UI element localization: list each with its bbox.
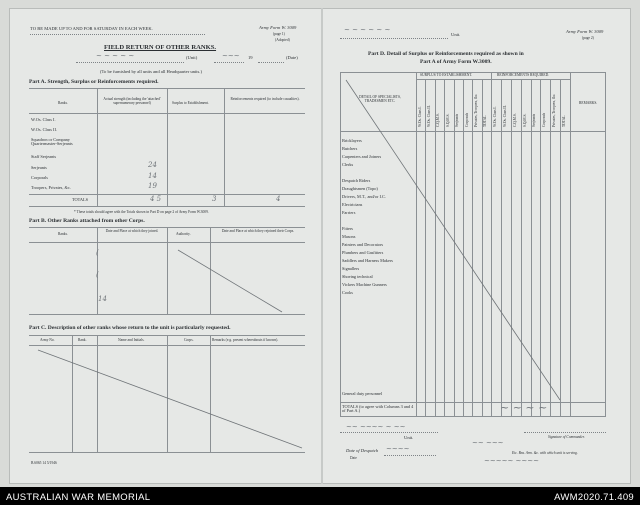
part-b-col-authority: Authority. (176, 232, 191, 236)
handwritten-dispatch: ~~~~ (386, 445, 410, 453)
handwritten-serjeants: 24 (148, 161, 157, 169)
part-d-title-2: Part A of Army Form W.3009. (420, 59, 492, 65)
trade-row: Shoeing technical (342, 274, 373, 279)
totals-row-right: TOTALS (to agree with Columns 3 and 4 of Part A.) (342, 404, 414, 414)
part-d-strike (346, 80, 560, 400)
row-wo-class-2: W.Os. Class II. (31, 127, 57, 132)
row-staff-serjeants: Staff Serjeants (31, 154, 57, 159)
handwritten-surplus: 3 (212, 195, 217, 203)
handwritten-unit: ~ ~ ~ ~ ~ (96, 52, 135, 60)
handwritten-unit-bottom: ~~ ~~~~ ~ ~~ (346, 423, 406, 431)
handwritten-privates: 19 (148, 182, 157, 190)
trade-row: Despatch Riders (342, 178, 371, 183)
footer-bar (0, 487, 640, 505)
form-number: Army Form W. 3009 (259, 25, 297, 30)
handwritten-distribution-2: ~~~~~ ~~~~ (484, 457, 540, 465)
subcol-surplus-label: C.Q.M.S. (436, 113, 440, 127)
trade-row: Farriers (342, 210, 356, 215)
subcol-surplus-label: W.Os. Class II. (427, 105, 431, 127)
part-c-col-army-no: Army No. (40, 338, 55, 342)
subcol-surplus-label: Serjeants (455, 113, 459, 127)
handwritten-part-b-1: ( (96, 249, 99, 257)
top-note: TO BE MADE UP TO AND FOR SATURDAY IN EACH WEEK. (30, 26, 153, 31)
year-label: 19 (248, 55, 253, 60)
subcol-reinf-label: W.Os. Class II. (503, 105, 507, 127)
trade-row: Bricklayers (342, 138, 362, 143)
col-actual-strength: Actual strength (including the 'attached' supernumerary personnel) (103, 97, 161, 105)
trade-row: Butchers (342, 146, 358, 151)
part-d-title-1: Part D. Detail of Surplus or Reinforcements required as shown in (368, 51, 524, 57)
unit-bottom-label: Unit. (404, 435, 414, 440)
footer-institution: AUSTRALIAN WAR MEMORIAL (6, 492, 151, 503)
row-cqms: Squadron or Company Quartermaster-Serjeants (31, 137, 73, 147)
part-c-col-remarks: Remarks (e.g. present whereabouts if known). (212, 338, 279, 342)
subcol-surplus-label: TOTAL (483, 115, 487, 127)
subcol-surplus-label: Privates, Troopers, &c. (474, 93, 478, 127)
subcol-reinf-label: C.Q.M.S. (513, 113, 517, 127)
handwritten-corporals: 14 (148, 172, 157, 180)
furnish-note: (To be furnished by all units and all Headquarter units.) (100, 69, 202, 74)
trade-row: Vickers Machine Gunners (342, 282, 387, 287)
trade-row: Drivers, M.T., and/or I.C. (342, 194, 386, 199)
handwritten-part-b-2: ( (96, 271, 99, 279)
row-privates: Troopers, Privates, &c. (31, 185, 71, 190)
handwritten-distribution-1: ~~ ~~~ (472, 439, 504, 447)
printer-imprint: B.6065 14 5/1946 (31, 461, 57, 465)
part-b-strike (178, 250, 282, 312)
handwritten-date: ~~~ (222, 52, 240, 60)
col-surplus-right: SURPLUS TO ESTABLISHMENT. (420, 73, 473, 77)
subcol-reinf-label: Corporals (542, 112, 546, 127)
totals-label: TOTALS (72, 197, 89, 202)
subcol-surplus-label: W.Os. Class I. (418, 106, 422, 127)
row-serjeants: Serjeants (31, 165, 47, 170)
trade-row: Carpenters and Joiners (342, 154, 382, 159)
subcol-surplus-label: Corporals (465, 112, 469, 127)
part-b-col-ranks: Ranks. (58, 232, 68, 236)
col-reinf-right: REINFORCEMENTS REQUIRED. (497, 73, 550, 77)
unit-label-right: Unit. (451, 32, 461, 37)
trade-row: Masons (342, 234, 356, 239)
subcol-reinf-label: Privates, Troopers, &c. (552, 93, 556, 127)
col-ranks: Ranks. (58, 101, 68, 105)
subcol-reinf-label: S.Q.M.S. (523, 113, 527, 127)
handwritten-reinf: 4 (276, 195, 281, 203)
part-c-col-corps: Corps. (184, 338, 194, 342)
date-label: (Date) (286, 55, 298, 60)
trade-row: Electricians (342, 202, 363, 207)
subcol-reinf-label: W.Os. Class I. (493, 106, 497, 127)
trade-row: Saddlers and Harness Makers (342, 258, 393, 263)
unit-label: (Unit) (186, 55, 198, 60)
footer-accession: AWM2020.71.409 (554, 492, 634, 503)
row-wo-class-1: W.Os. Class I. (31, 117, 56, 122)
handwritten-part-b-3: 14 (98, 295, 107, 303)
part-c-title: Part C. Description of other ranks whose return to the unit is particularly requested. (29, 325, 231, 331)
commander-label: Signature of Commander. (548, 435, 585, 439)
distribution-label: Etc. Bns. Arm. &c. with which unit is serving. (512, 451, 578, 455)
subcol-surplus-label: S.Q.M.S. (446, 113, 450, 127)
trade-row: Painters and Decorators (342, 242, 384, 247)
form-title: FIELD RETURN OF OTHER RANKS. (104, 44, 217, 51)
trade-row: Plumbers and Gasfitters (342, 250, 384, 255)
trade-row: Signallers (342, 266, 360, 271)
commander-signature: ~ ~ ~ ~ (500, 401, 548, 414)
trade-row: Cooks (342, 290, 353, 295)
trade-row: Draughtsmen (Topo) (342, 186, 378, 191)
page-number: (page 1) (273, 32, 285, 36)
part-b-col-joined: Date and Place at which they joined. (105, 229, 159, 233)
part-a-title: Part A. Strength, Surplus or Reinforcements required. (29, 79, 159, 85)
part-a-footnote: * These totals should agree with the Totals shown in Part D on page 2 of Army Form W.3009. (74, 210, 209, 214)
dispatch-label: Date of Despatch (346, 448, 379, 453)
trade-row: Fitters (342, 226, 353, 231)
part-c-strike (38, 350, 302, 448)
page-number-right: (page 2) (582, 36, 594, 40)
form-number-right: Army Form W. 3009 (566, 29, 604, 34)
col-reinforcements: Reinforcements required (to include casualties). (230, 97, 300, 101)
subcol-reinf-label: TOTAL (562, 115, 566, 127)
handwritten-total: 4 5 (150, 195, 162, 203)
part-b-col-rejoined: Date and Place at which they rejoined their Corps. (221, 229, 295, 233)
dispatch-sub: Date (350, 456, 357, 460)
adopted-note: (Adopted) (275, 38, 290, 42)
trade-row: Clerks (342, 162, 354, 167)
part-b-title: Part B. Other Ranks attached from other Corps. (29, 218, 145, 224)
col-specialists: DETAIL OF SPECIALISTS, TRADESMEN ETC. (359, 95, 401, 103)
part-c-col-rank: Rank. (78, 338, 87, 342)
handwritten-unit-right: ~ ~ ~ ~ ~ ~ (344, 26, 391, 34)
col-surplus: Surplus to Establishment. (172, 101, 209, 105)
general-duty-row: General duty personnel (342, 391, 383, 396)
col-remarks: REMARKS. (579, 101, 598, 105)
subcol-reinf-label: Serjeants (532, 113, 536, 127)
row-corporals: Corporals (31, 175, 48, 180)
part-c-col-name: Name and Initials. (118, 338, 145, 342)
